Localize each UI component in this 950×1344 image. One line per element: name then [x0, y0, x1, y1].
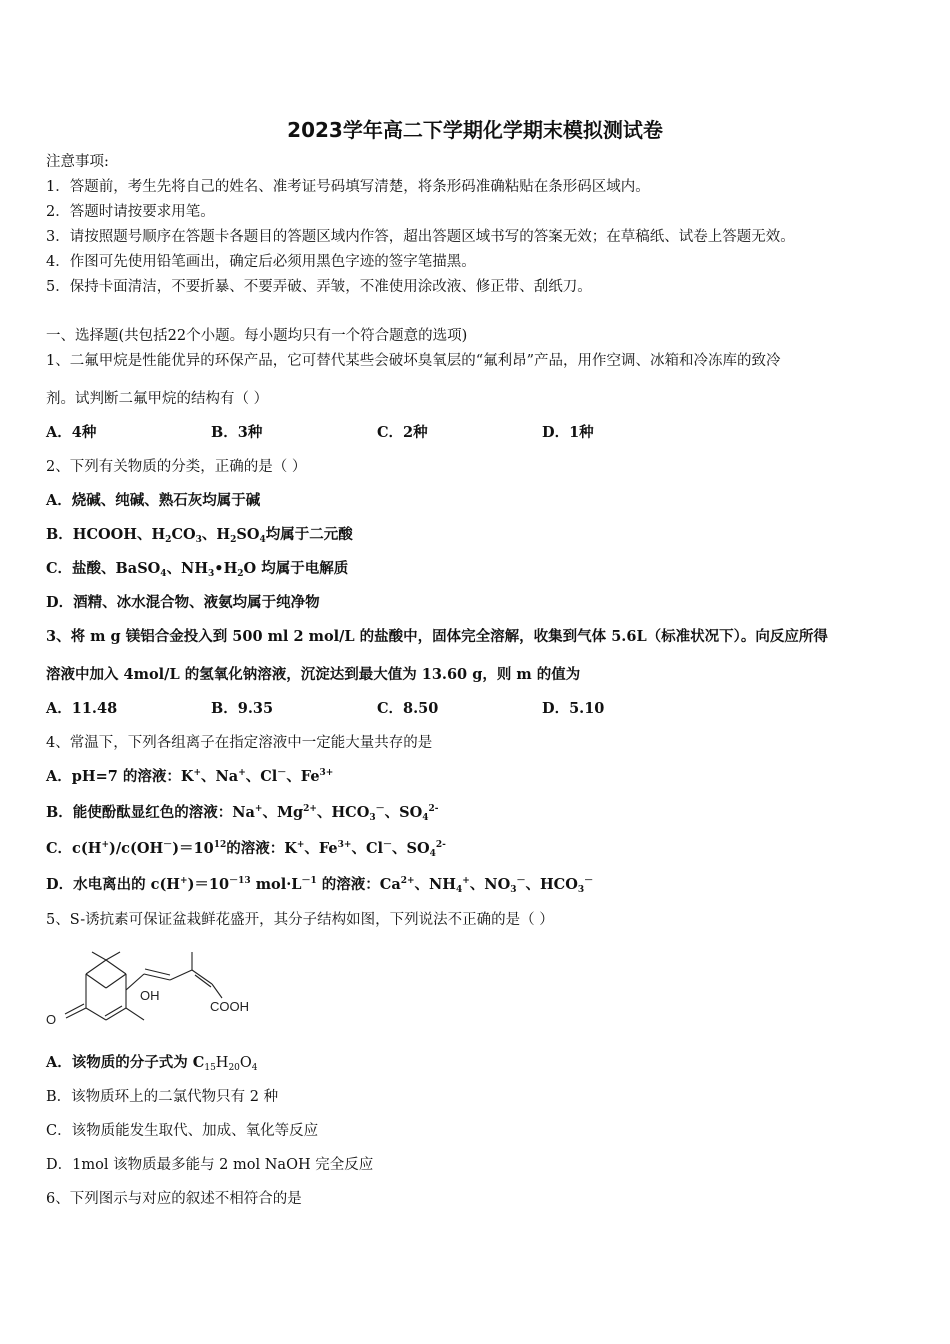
bond — [66, 1008, 86, 1018]
q5-a-sub: 4 — [251, 1063, 258, 1073]
q2-c-sub: 3 — [208, 569, 215, 579]
exam-title: 2023学年高二下学期化学期末模拟测试卷 — [287, 118, 663, 142]
bond — [106, 974, 126, 988]
q4-b-sub: 4 — [422, 813, 429, 823]
q4-d-sup: + — [180, 876, 188, 886]
bond — [106, 960, 126, 974]
q4-d-sub: 3 — [577, 885, 585, 895]
q5-a-text: A．该物质的分子式为 C — [46, 1054, 205, 1071]
notice-item-4: 4．作图可先使用铅笔画出，确定后必须用黑色字迹的签字笔描黑。 — [46, 254, 476, 270]
cooh-label: COOH — [210, 999, 249, 1014]
q2-b-sub: 2 — [230, 535, 237, 545]
q4-c-sup: + — [101, 840, 109, 850]
bond — [145, 969, 170, 975]
q5-option-d: D．1mol 该物质最多能与 2 mol NaOH 完全反应 — [46, 1157, 374, 1173]
bond — [86, 974, 106, 988]
q4-c-sup: + — [296, 840, 305, 850]
q5-a-text: O — [239, 1055, 252, 1071]
q4-b-text: 、SO — [384, 804, 423, 821]
q4-b-text: 、Mg — [262, 804, 304, 821]
notice-item-3: 3．请按照题号顺序在答题卡各题目的答题区域内作答，超出答题区域书写的答案无效；在草稿纸、试卷上答题无效。 — [46, 229, 795, 245]
q4-a-sup: + — [193, 768, 202, 778]
q4-d-text: 、HCO — [525, 876, 578, 893]
bond — [65, 1004, 84, 1014]
q4-d-text: D．水电离出的 c(H — [46, 876, 181, 893]
q4-c-sup: － — [163, 840, 173, 850]
q4-a-text: 、Na — [201, 768, 239, 785]
q4-a-text: 、Fe — [286, 768, 320, 785]
s-abscisic-acid-structure — [40, 948, 270, 1038]
q4-c-sup: 3+ — [337, 840, 352, 850]
q4-d-sup: － — [584, 876, 594, 886]
q2-b-text: CO — [171, 526, 196, 543]
q2-c-text: •H — [214, 560, 238, 577]
q4-option-c — [46, 839, 446, 859]
q2-b-text: 、H — [201, 526, 231, 543]
q4-b-sup: － — [375, 804, 385, 814]
section-heading: 一、选择题(共包括22个小题。每小题均只有一个符合题意的选项) — [46, 328, 468, 344]
bond — [192, 970, 212, 984]
q4-option-d — [46, 875, 593, 895]
q4-a-sup: + — [238, 768, 246, 778]
q4-b-text: B．能使酚酞显红色的溶液：Na — [46, 804, 255, 821]
q5-stem: 5、S-诱抗素可保证盆栽鲜花盛开，其分子结构如图，下列说法不正确的是（ ） — [46, 912, 554, 928]
q4-c-sup: 12 — [213, 840, 227, 850]
q4-c-sup: 2- — [435, 840, 446, 850]
q4-d-sup: + — [462, 876, 470, 886]
q3-option-a: A．11.48 — [46, 700, 118, 717]
bond — [86, 1008, 106, 1020]
q1-option-c: C．2种 — [377, 424, 428, 441]
q4-d-text: 、NO — [469, 876, 511, 893]
q2-b-sub: 3 — [195, 535, 202, 545]
q4-d-sup: －13 — [229, 876, 251, 886]
q5-a-sub: 15 — [204, 1063, 216, 1073]
q3-option-d: D．5.10 — [542, 700, 605, 717]
q2-c-sub: 4 — [160, 569, 167, 579]
q4-c-text: C．c(H — [46, 840, 102, 857]
q3-option-b: B．9.35 — [211, 700, 274, 717]
q2-option-b — [46, 525, 353, 545]
q1-option-b: B．3种 — [211, 424, 263, 441]
q4-stem: 4、常温下，下列各组离子在指定溶液中一定能大量共存的是 — [46, 735, 433, 751]
q4-a-text: A．pH=7 的溶液：K — [46, 768, 194, 785]
q3-stem-line2: 溶液中加入 4mol/L 的氢氧化钠溶液，沉淀达到最大值为 13.60 g，则 m 的值为 — [46, 666, 581, 683]
q2-option-d: D．酒精、冰水混合物、液氨均属于纯净物 — [46, 594, 320, 611]
q4-c-text: )＝10 — [172, 840, 214, 857]
q2-b-text: B．HCOOH、H — [46, 526, 166, 543]
bond — [106, 952, 120, 960]
notice-item-2: 2．答题时请按要求用笔。 — [46, 204, 215, 220]
q3-stem-line1: 3、将 m g 镁铝合金投入到 500 ml 2 mol/L 的盐酸中，固体完全溶解，收集到气体 5.6L（标准状况下）。向反应所得 — [46, 628, 828, 645]
q2-b-text: SO — [236, 526, 260, 543]
bond — [144, 974, 170, 980]
q4-d-sub: 3 — [510, 885, 517, 895]
q4-a-sup: － — [277, 768, 287, 778]
q5-option-c: C．该物质能发生取代、加成、氧化等反应 — [46, 1123, 319, 1139]
q4-c-text: 、Fe — [304, 840, 338, 857]
q4-b-sup: 2+ — [303, 804, 317, 814]
q4-b-sup: 2- — [428, 804, 439, 814]
q2-b-text: 均属于二元酸 — [265, 526, 353, 543]
q2-c-text: O 均属于电解质 — [243, 560, 349, 577]
q4-b-sub: 3 — [369, 813, 376, 823]
bond — [105, 1006, 122, 1016]
q4-option-a — [46, 767, 333, 787]
q1-stem-line2: 剂。试判断二氟甲烷的结构有（ ） — [46, 391, 269, 407]
q2-option-c — [46, 559, 348, 579]
q2-b-sub: 4 — [259, 535, 266, 545]
q4-c-text: 、Cl — [351, 840, 384, 857]
q4-d-text: 的溶液：Ca — [316, 876, 401, 893]
bond — [170, 970, 192, 980]
q1-option-d: D．1种 — [542, 424, 594, 441]
q2-b-sub: 2 — [165, 535, 172, 545]
bond — [126, 1008, 144, 1020]
bond — [212, 984, 222, 998]
q4-d-sup: － — [516, 876, 526, 886]
bond — [86, 960, 106, 974]
q5-option-b: B．该物质环上的二氯代物只有 2 种 — [46, 1089, 279, 1105]
q2-option-a: A．烧碱、纯碱、熟石灰均属于碱 — [46, 492, 261, 509]
q4-d-sub: 4 — [456, 885, 463, 895]
q4-a-text: 、Cl — [245, 768, 278, 785]
q1-stem-line1: 1、二氟甲烷是性能优异的环保产品，它可替代某些会破坏臭氧层的“氟利昂”产品，用作空调、冰箱和冷冻库的致冷 — [46, 353, 781, 369]
notice-item-5: 5．保持卡面清洁，不要折暴、不要弄破、弄皱，不准使用涂改液、修正带、刮纸刀。 — [46, 279, 592, 295]
q4-c-sup: － — [383, 840, 393, 850]
q4-c-text: 、SO — [392, 840, 430, 857]
oh-label: OH — [140, 988, 160, 1003]
q4-d-sup: －1 — [301, 876, 317, 886]
q4-c-sub: 4 — [429, 849, 436, 859]
q4-c-text: 的溶液：K — [226, 840, 297, 857]
q4-b-sup: + — [254, 804, 263, 814]
q5-a-text: H — [215, 1055, 229, 1071]
q2-c-sub: 2 — [237, 569, 244, 579]
q4-d-sup: 2+ — [400, 876, 415, 886]
q1-option-a: A．4种 — [46, 424, 97, 441]
q6-stem: 6、下列图示与对应的叙述不相符合的是 — [46, 1191, 302, 1207]
notice-item-1: 1．答题前，考生先将自己的姓名、准考证号码填写清楚，将条形码准确粘贴在条形码区域内。 — [46, 179, 650, 195]
q4-d-text: mol·L — [250, 876, 302, 893]
q2-c-text: 、NH — [166, 560, 209, 577]
q5-option-a — [46, 1053, 258, 1073]
bond — [92, 952, 106, 960]
q4-a-sup: 3+ — [319, 768, 334, 778]
q4-d-text: )＝10 — [187, 876, 230, 893]
q4-c-text: )/c(OH — [108, 840, 164, 857]
q4-d-text: 、NH — [414, 876, 456, 893]
q3-option-c: C．8.50 — [377, 700, 439, 717]
notice-heading: 注意事项: — [46, 154, 109, 170]
ketone-o-label: O — [46, 1012, 57, 1027]
q2-c-text: C．盐酸、BaSO — [46, 560, 161, 577]
q5-a-sub: 20 — [228, 1063, 240, 1073]
q4-b-text: 、HCO — [316, 804, 370, 821]
q4-option-b — [46, 803, 439, 823]
q2-stem: 2、下列有关物质的分类，正确的是（ ） — [46, 459, 307, 475]
